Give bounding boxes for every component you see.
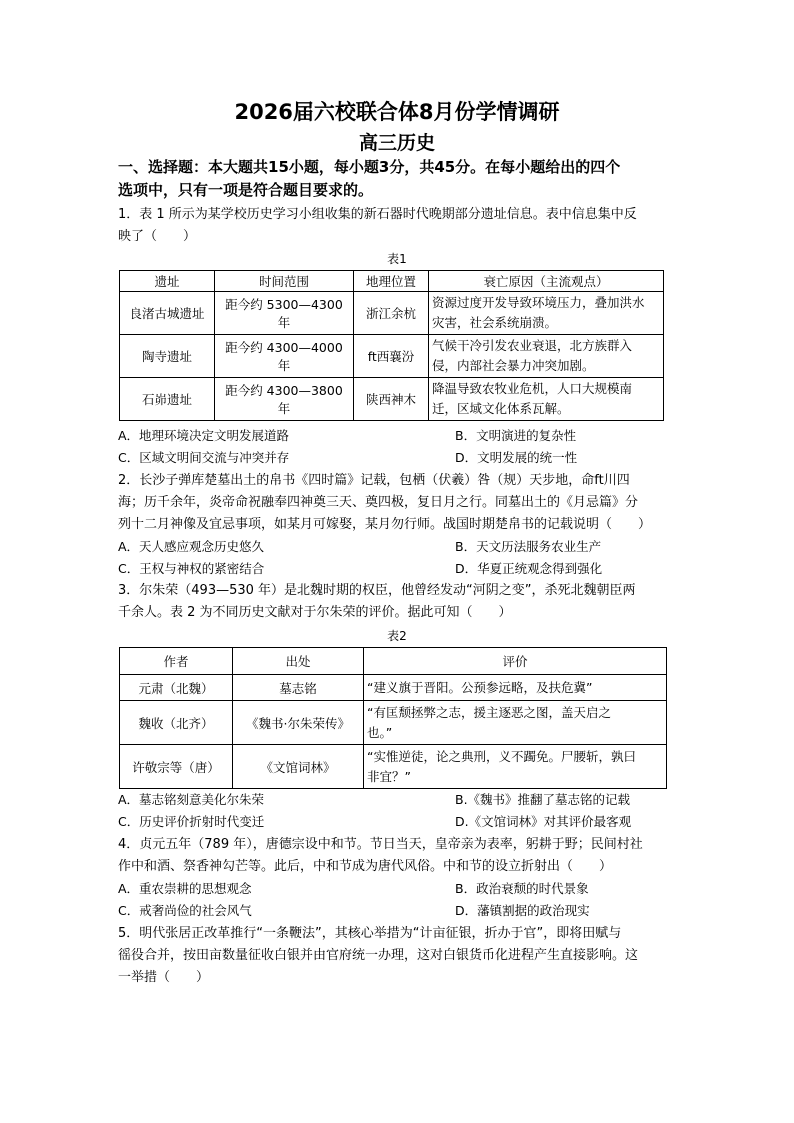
cell-line: 灾害，社会系统崩溃。 [432,315,558,330]
q1-option-d: D．文明发展的统一性 [455,450,578,465]
table-cell: “建义旗于晋阳。公预参远略，及扶危冀” [364,675,667,701]
table-cell: 陕西神木 [354,378,429,421]
q4-stem-line-2: 作中和酒、祭香神勾芒等。此后，中和节成为唐代风俗。中和节的设立折射出（ ） [118,859,613,874]
cell-line: “有匡颓拯弊之志，援主逐恶之图，盖天启之 [367,704,611,720]
section-instruction-line-2: 选项中，只有一项是符合题目要求的。 [118,181,374,199]
q5-stem-line-3: 一举措（ ） [118,970,210,985]
table-header-cell: 评价 [364,648,667,675]
q4-option-b: B．政治衰颓的时代景象 [455,881,589,896]
q3-option-d: D.《文馆词林》对其评价最客观 [455,814,632,829]
table-header-cell: 时间范围 [215,271,354,292]
table-cell: 距今约 5300—4300 年 [215,292,354,335]
table-cell: 魏收（北齐） [120,701,233,745]
table-cell: ft西襄汾 [354,335,429,378]
table-cell: 《文馆词林》 [233,745,364,789]
table-cell: 陶寺遗址 [120,335,215,378]
table-row [120,745,667,789]
q3-stem-line-2: 千余人。表 2 为不同历史文献对于尔朱荣的评价。据此可知（ ） [118,605,512,620]
table-cell [364,701,667,745]
q1-option-b: B．文明演进的复杂性 [455,428,577,443]
table-row [120,378,664,421]
cell-line: 也。” [367,724,393,740]
table-cell: 许敬宗等（唐） [120,745,233,789]
table-row [120,292,664,335]
cell-line: 资源过度开发导致环境压力，叠加洪水 [432,295,645,310]
table-header-cell: 衰亡原因（主流观点） [429,271,664,292]
table-header-cell: 作者 [120,648,233,675]
q2-stem-line-1: 2．长沙子弹库楚墓出土的帛书《四时篇》记载，包栖（伏羲）咎（规）天步地，命ft川四 [118,473,630,488]
table-header-cell: 遗址 [120,271,215,292]
q1-option-c: C．区域文明间交流与冲突并存 [118,450,290,465]
q2-option-a: A．天人感应观念历史悠久 [118,539,265,554]
table-2-caption: 表2 [387,629,407,643]
q1-stem-line-1: 1．表 1 所示为某学校历史学习小组收集的新石器时代晚期部分遗址信息。表中信息集中反 [118,207,637,222]
q3-option-a: A．墓志铭刻意美化尔朱荣 [118,792,265,807]
q1-option-a: A．地理环境决定文明发展道路 [118,428,290,443]
table-header-row [120,648,667,675]
q3-option-b: B.《魏书》推翻了墓志铭的记载 [455,792,631,807]
table-header-cell: 出处 [233,648,364,675]
exam-subtitle: 高三历史 [358,132,435,154]
cell-line: 降温导致农牧业危机，人口大规模南 [432,381,633,396]
cell-line: “实惟逆徒，论之典刑，义不躅免。尸腰斩，孰曰 [367,748,636,764]
q2-option-c: C．王权与神权的紧密结合 [118,561,265,576]
table-header-row [120,271,664,292]
table-row [120,675,667,701]
q2-stem-line-3: 列十二月神像及宜忌事项，如某月可嫁娶，某月勿行师。战国时期楚帛书的记载说明（ ） [118,517,652,532]
q2-option-b: B．天文历法服务农业生产 [455,539,602,554]
q4-option-a: A．重农崇耕的思想观念 [118,881,252,896]
table-cell: 距今约 4300—3800 年 [215,378,354,421]
cell-line: 侵，内部社会暴力冲突加剧。 [432,358,595,373]
q3-stem-line-1: 3．尔朱荣（493—530 年）是北魏时期的权臣，他曾经发动“河阴之变”，杀死北魏朝臣两 [118,583,636,598]
exam-title: 2026届六校联合体8月份学情调研 [234,100,560,124]
table-row [120,701,667,745]
table-row [120,335,664,378]
table-cell [429,335,664,378]
table-1-caption: 表1 [387,252,407,266]
table-header-cell: 地理位置 [354,271,429,292]
table-cell [429,378,664,421]
section-instruction-line-1: 一、选择题：本大题共15小题，每小题3分，共45分。在每小题给出的四个 [118,158,621,176]
table-1 [119,270,664,421]
cell-line: 非宜？” [367,768,411,784]
q2-stem-line-2: 海；历千余年，炎帝命祝融奉四神奠三天、奠四极，复日月之行。同墓出土的《月忌篇》分 [118,495,639,510]
table-cell [364,745,667,789]
cell-line: 迁，区域文化体系瓦解。 [432,401,570,416]
table-cell: 浙江余杭 [354,292,429,335]
q4-option-d: D．藩镇割据的政治现实 [455,903,590,918]
table-cell: 石峁遗址 [120,378,215,421]
table-cell: 墓志铭 [233,675,364,701]
q5-stem-line-1: 5．明代张居正改革推行“一条鞭法”，其核心举措为“计亩征银，折办于官”，即将田赋与 [118,926,622,941]
q2-option-d: D．华夏正统观念得到强化 [455,561,603,576]
table-cell [429,292,664,335]
cell-line: 气候干冷引发农业衰退，北方族群入 [432,338,633,353]
q3-option-c: C．历史评价折射时代变迁 [118,814,265,829]
table-cell: 《魏书·尔朱荣传》 [233,701,364,745]
q4-stem-line-1: 4．贞元五年（789 年），唐德宗设中和节。节日当天，皇帝亲为表率，躬耕于野；民间村社 [118,837,643,852]
table-cell: 良渚古城遗址 [120,292,215,335]
q1-stem-line-2: 映了（ ） [118,229,197,244]
table-cell: 元肃（北魏） [120,675,233,701]
q4-option-c: C．戒奢尚俭的社会风气 [118,903,252,918]
table-cell: 距今约 4300—4000 年 [215,335,354,378]
q5-stem-line-2: 徭役合并，按田亩数量征收白银并由官府统一办理，这对白银货币化进程产生直接影响。这 [118,948,639,963]
table-2 [119,647,667,789]
